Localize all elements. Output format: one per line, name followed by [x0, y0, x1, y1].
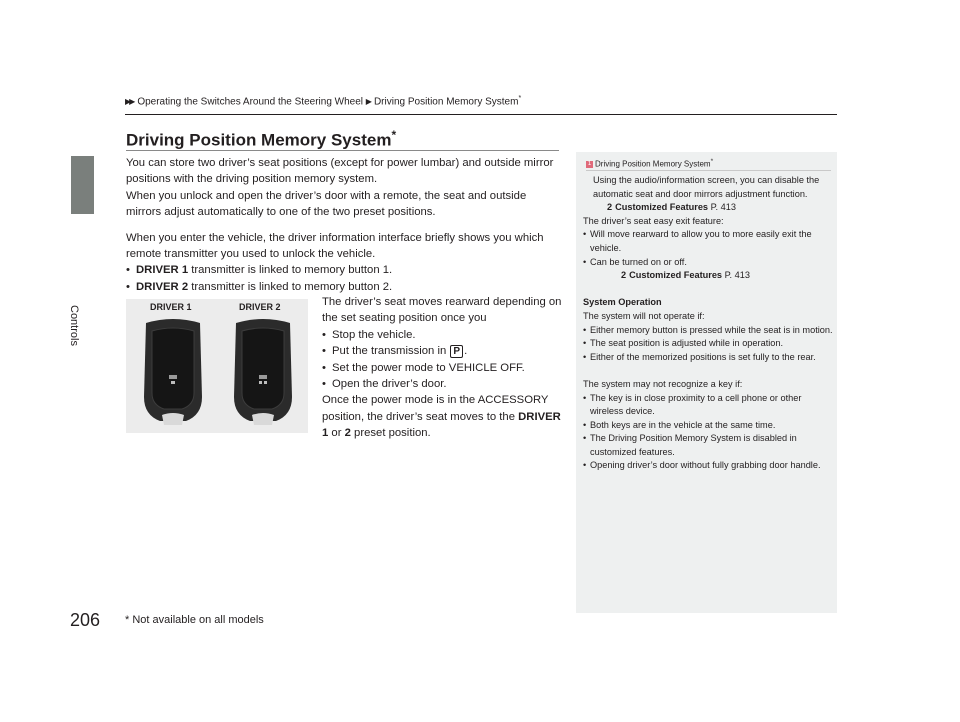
seat-behavior-text [322, 294, 562, 442]
intro-p3: When you enter the vehicle, the driver information interface briefly shows you which remote transmitter you used to unlock the vehicle. [126, 231, 544, 261]
rt-p2-text: or [328, 427, 345, 440]
bullet-bold: DRIVER 2 [136, 280, 189, 293]
bullet-text: transmitter is linked to memory button 2. [188, 280, 393, 293]
note-bullet-text: The Driving Position Memory System is disabled in customized features. [590, 433, 797, 457]
intro-p2: When you unlock and open the driver’s door with a remote, the seat and outside mirrors adjust automatically to one of the two preset positions. [126, 189, 527, 219]
park-key-icon: P [450, 345, 463, 358]
rt-item: • Stop the vehicle. [322, 328, 416, 341]
section-label: Controls [68, 305, 80, 346]
note-bullet-text: The seat position is adjusted while in operation. [590, 338, 784, 349]
xref-icon: 2 [607, 202, 613, 213]
intro-p1: You can store two driver’s seat positions (except for power lumbar) and outside mirror positions with the driving position memory system. [126, 157, 554, 186]
xref-link[interactable] [583, 269, 833, 283]
note-p1: Using the audio/information screen, you can disable the automatic seat and door mirrors adjustment function. [593, 175, 820, 199]
rt-p1: The driver’s seat moves rearward depending on the set seating position once you [322, 296, 562, 325]
rt-p2-bold: 2 [344, 427, 351, 440]
note-bullet: • Either of the memorized positions is set fully to the rear. [583, 351, 816, 362]
note-heading-text: Driving Position Memory System [595, 159, 711, 169]
note-bullet: • Either memory button is pressed while the seat is in motion. [583, 324, 833, 335]
bullet-driver1: • DRIVER 1 transmitter is linked to memory button 1. [126, 264, 393, 277]
arrow-icon: ▶ [365, 97, 370, 107]
xref-link[interactable] [583, 201, 833, 215]
bullet-bold: DRIVER 1 [136, 264, 189, 277]
rt-item-text: Set the power mode to VEHICLE OFF. [332, 361, 525, 374]
note-bullet-text: Can be turned on or off. [590, 256, 687, 267]
rt-p2-bold: DRIVER 1 [322, 410, 561, 440]
note-bullet: • The key is in close proximity to a cell phone or other wireless device. [583, 392, 802, 417]
breadcrumb-part1: Operating the Switches Around the Steering Wheel [137, 96, 364, 108]
xref-page: P. 413 [708, 202, 736, 213]
rt-p2-text: preset position. [350, 427, 431, 440]
note-bullet-text: Both keys are in the vehicle at the same time. [590, 419, 776, 430]
note-icon: 1 [587, 161, 592, 168]
note-bullet-text: Will move rearward to allow you to more easily exit the vehicle. [590, 229, 812, 253]
key-fob-icon [228, 317, 298, 429]
bullet-text: transmitter is linked to memory button 1. [188, 264, 393, 277]
bullet-driver2: • DRIVER 2 transmitter is linked to memory button 2. [126, 280, 393, 293]
rt-p2 [322, 392, 562, 441]
system-operation-heading: System Operation [583, 297, 662, 308]
note-bullet-text: Opening driver’s door without fully grabbing door handle. [590, 460, 821, 471]
xref-label: Customized Features [615, 202, 709, 213]
photo-label-driver2: DRIVER 2 [239, 302, 281, 312]
key-fob-icon [138, 317, 208, 429]
rt-item: • Put the transmission in P . [322, 345, 468, 358]
title-rule [126, 150, 559, 151]
rt-item-text: Open the driver’s door. [332, 378, 447, 391]
note-p2: The driver’s seat easy exit feature: [583, 215, 724, 226]
title-asterisk: * [391, 128, 397, 142]
rt-item-text: Put the transmission in [332, 345, 447, 358]
breadcrumb [125, 95, 521, 107]
note-heading [586, 158, 713, 169]
note-asterisk: * [710, 158, 714, 165]
note-body [583, 174, 833, 473]
note-bullet: • Opening driver’s door without fully grabbing door handle. [583, 460, 821, 471]
note-bullet-text: The key is in close proximity to a cell phone or other wireless device. [590, 392, 802, 417]
page-title [126, 128, 396, 151]
rt-item-text: Stop the vehicle. [332, 328, 416, 341]
rt-item: • Set the power mode to VEHICLE OFF. [322, 361, 525, 374]
note-bullet-text: Either memory button is pressed while the seat is in motion. [590, 324, 833, 335]
note-bullet-text: Either of the memorized positions is set fully to the rear. [590, 351, 816, 362]
intro-block [126, 155, 561, 295]
section-tab [71, 156, 94, 214]
note-panel [576, 152, 837, 613]
key-fob-photo [126, 299, 308, 433]
title-text: Driving Position Memory System [126, 130, 392, 150]
page-number: 206 [70, 610, 101, 630]
note-rule [586, 170, 831, 171]
rt-item: • Open the driver’s door. [322, 378, 447, 391]
xref-page: P. 413 [722, 270, 750, 281]
photo-label-driver1: DRIVER 1 [150, 302, 192, 312]
note-bullet: • Both keys are in the vehicle at the same time. [583, 419, 776, 430]
key-recognition-intro: The system may not recognize a key if: [583, 378, 743, 389]
arrow-icon: ▶▶ [125, 97, 134, 107]
rt-p2-text: Once the power mode is in the ACCESSORY position, the driver’s seat moves to the [322, 394, 549, 423]
system-operation-intro: The system will not operate if: [583, 310, 705, 321]
xref-label: Customized Features [629, 270, 723, 281]
header-rule [125, 114, 837, 115]
note-bullet: • Can be turned on or off. [583, 256, 687, 267]
breadcrumb-part2: Driving Position Memory System [373, 96, 519, 108]
note-bullet: • Will move rearward to allow you to more easily exit the vehicle. [583, 229, 812, 253]
footnote: * Not available on all models [125, 614, 264, 626]
note-bullet: • The Driving Position Memory System is disabled in customized features. [583, 433, 797, 457]
asterisk: * [518, 95, 522, 102]
note-bullet: • The seat position is adjusted while in operation. [583, 338, 784, 349]
xref-icon: 2 [621, 270, 627, 281]
